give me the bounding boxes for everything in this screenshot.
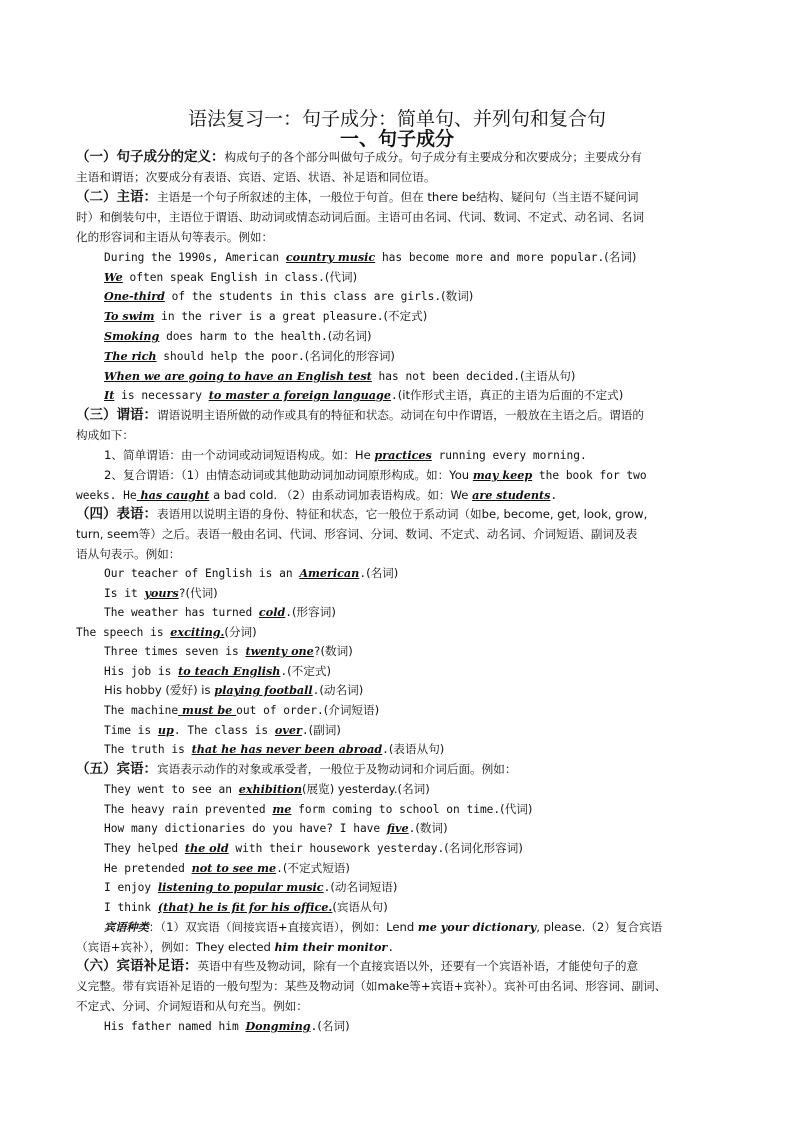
example-line: It is necessary to master a foreign language.(it作形式主语，真正的主语为后面的不定式)	[104, 388, 624, 402]
example-line: His hobby (爱好) is playing football.(动名词)	[104, 683, 364, 697]
section-2-line-3: 化的形容词和主语从句等表示。例如：	[76, 230, 274, 244]
example-line: His job is to teach English.(不定式)	[104, 664, 331, 678]
section-6-line-3: 不定式、分词、介词短语和从句充当。例如：	[76, 999, 308, 1013]
example-line: The weather has turned cold.(形容词)	[104, 605, 336, 619]
example-line: The machine must be out of order.(介词短语)	[104, 703, 380, 717]
object-kinds-line-2: （宾语+宾补），例如：They elected him their monitor.	[76, 940, 395, 954]
object-kinds-line-1: 宾语种类：（1）双宾语（间接宾语+直接宾语），例如：Lend me your dictionary, please.（2）复合宾语	[104, 920, 663, 934]
section-6-line-1: （六）宾语补足语：英语中有些及物动词，除有一个直接宾语以外，还要有一个宾语补语，才能使句子的意	[76, 958, 639, 974]
page-subtitle: 一、句子成分	[339, 128, 454, 150]
predicate-item-2-line-1: 2、复合谓语：（1）由情态动词或其他助动词加动词原形构成。如：You may keep the book for two	[104, 468, 647, 482]
section-4-line-1: （四）表语：表语用以说明主语的身份、特征和状态，它一般位于系动词（如be, become, get, look, grow,	[76, 506, 648, 522]
section-6-line-2: 义完整。带有宾语补足语的一般句型为：某些及物动词（如make等+宾语+宾补）。宾补可由名词、形容词、副词、	[76, 979, 667, 993]
example-line: They went to see an exhibition(展览) yesterday.(名词)	[104, 782, 430, 796]
section-5-heading: （五）宾语：	[76, 761, 157, 777]
predicate-item-2-line-2: weeks. He has caught a bad cold. （2）由系动词加表语构成。如：We are students.	[76, 488, 558, 502]
example-line: Three times seven is twenty one?(数词)	[104, 644, 353, 658]
example-line: Time is up. The class is over.(副词)	[104, 723, 341, 737]
section-2-line-1: （二）主语：主语是一个句子所叙述的主体，一般位于句首。但在 there be结构、疑问句（当主语不疑问词	[76, 189, 639, 205]
example-line: During the 1990s, American country music has become more and more popular.(名词)	[104, 250, 637, 264]
section-6-heading: （六）宾语补足语：	[76, 958, 198, 974]
section-2-heading: （二）主语：	[76, 189, 157, 205]
section-1-line-1: （一）句子成分的定义：构成句子的各个部分叫做句子成分。句子成分有主要成分和次要成分；主要成分有	[76, 149, 642, 165]
example-line: When we are going to have an English test has not been decided.(主语从句)	[104, 369, 576, 383]
example-line: His father named him Dongming.(名词)	[104, 1019, 350, 1033]
section-3-heading: （三）谓语：	[76, 407, 157, 423]
example-line: How many dictionaries do you have? I have five.(数词)	[104, 821, 448, 835]
section-4-heading: （四）表语：	[76, 506, 157, 522]
example-line: Is it yours?(代词)	[104, 586, 218, 600]
example-line: The speech is exciting.(分词)	[76, 625, 257, 639]
example-line: I enjoy listening to popular music.(动名词短语)	[104, 880, 398, 894]
example-line: The rich should help the poor.(名词化的形容词)	[104, 349, 395, 363]
example-line: I think (that) he is fit for his office.(宾语从句)	[104, 900, 388, 914]
section-5-line-1: （五）宾语：宾语表示动作的对象或承受者，一般位于及物动词和介词后面。例如：	[76, 761, 517, 777]
predicate-item-1: 1、简单谓语：由一个动词或动词短语构成。如：He practices running every morning.	[104, 448, 587, 462]
example-line: The truth is that he has never been abroad.(表语从句)	[104, 742, 445, 756]
example-line: The heavy rain prevented me form coming to school on time.(代词)	[104, 802, 533, 816]
example-line: One-third of the students in this class are girls.(数词)	[104, 289, 474, 303]
object-kinds-heading: 宾语种类	[104, 921, 149, 934]
section-3-line-2: 构成如下：	[76, 428, 134, 442]
example-line: To swim in the river is a great pleasure.(不定式)	[104, 309, 428, 323]
section-1-heading: （一）句子成分的定义：	[76, 149, 225, 165]
page-title: 语法复习一：句子成分：简单句、并列句和复合句	[187, 108, 606, 130]
section-4-line-2: turn, seem等）之后。表语一般由名词、代词、形容词、分词、数词、不定式、动名词、介词短语、副词及表	[76, 527, 638, 541]
example-line: Our teacher of English is an American.(名词)	[104, 566, 399, 580]
section-3-line-1: （三）谓语：谓语说明主语所做的动作或具有的特征和状态。动词在句中作谓语，一般放在主语之后。谓语的	[76, 407, 644, 423]
example-line: We often speak English in class.(代词)	[104, 270, 358, 284]
example-line: They helped the old with their housework yesterday.(名词化形容词)	[104, 841, 523, 855]
example-line: Smoking does harm to the health.(动名词)	[104, 329, 372, 343]
section-1-line-2: 主语和谓语；次要成分有表语、宾语、定语、状语、补足语和同位语。	[76, 170, 436, 184]
section-4-line-3: 语从句表示。例如：	[76, 547, 181, 561]
section-2-line-2: 时）和倒装句中，主语位于谓语、助动词或情态动词后面。主语可由名词、代词、数词、不定式、动名词、名词	[76, 210, 645, 224]
example-line: He pretended not to see me.(不定式短语)	[104, 861, 350, 875]
